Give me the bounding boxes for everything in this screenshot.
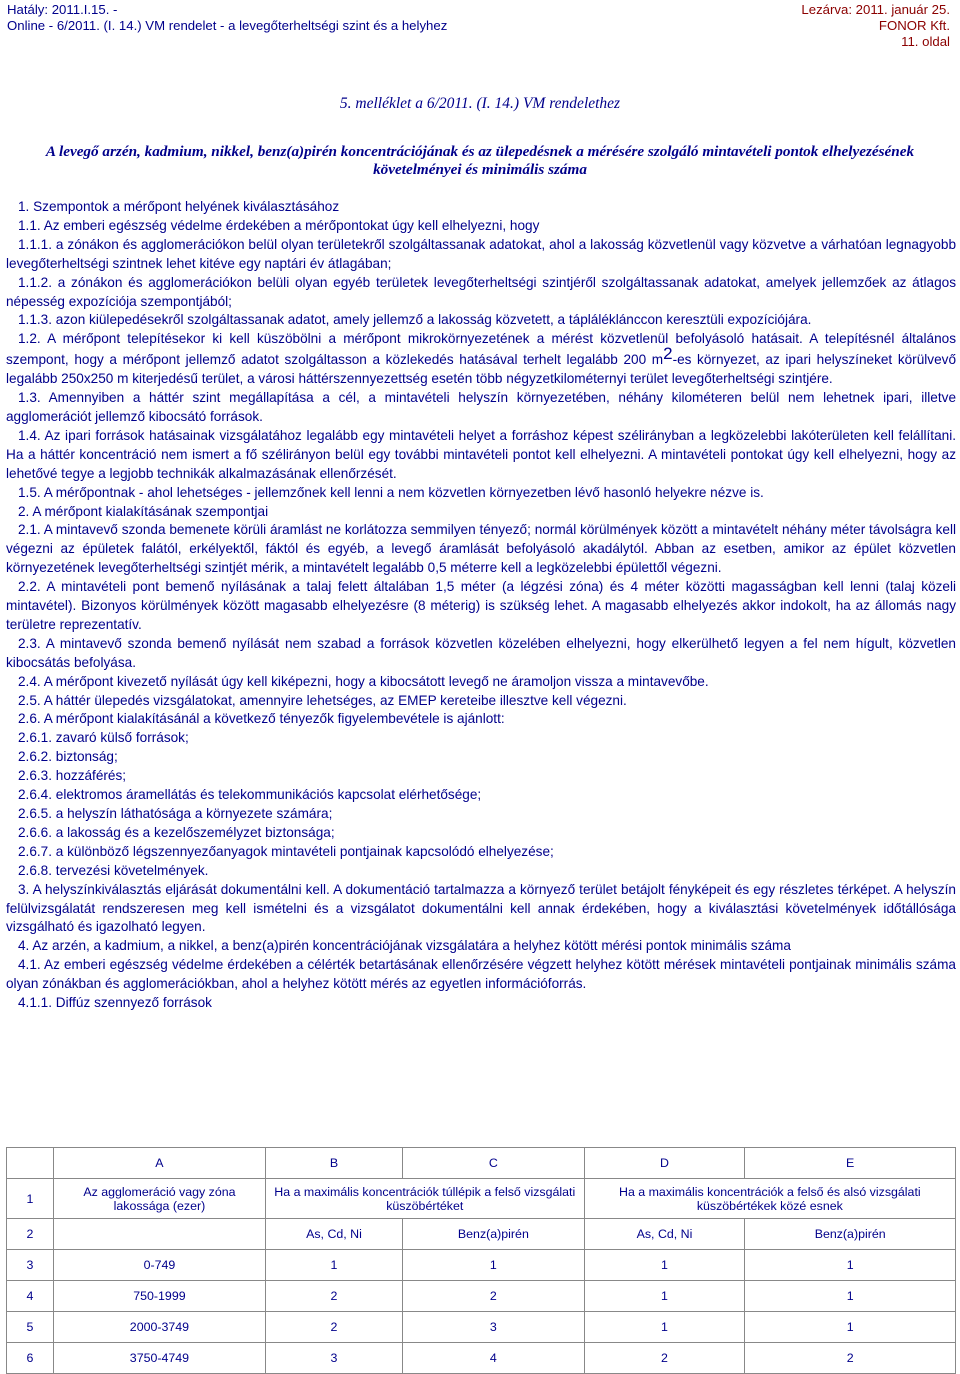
table-header-cell: A [54,1148,266,1179]
annex-title: 5. melléklet a 6/2011. (I. 14.) VM rendelethez [339,95,621,112]
page-header-left [7,2,447,34]
table-header-cell: D [584,1148,745,1179]
header-validity: Hatály: 2011.I.15. - [7,2,118,17]
table-cell: 1 [745,1281,956,1312]
table-cell: 1 [403,1250,585,1281]
table-cell: As, Cd, Ni [265,1219,402,1250]
header-source: Online - 6/2011. (I. 14.) VM rendelet - a levegőterheltségi szint és a helyhez [7,18,448,33]
table-cell: 2 [265,1312,402,1343]
table-cell: 3 [265,1343,402,1374]
table-header-cell: E [745,1148,956,1179]
table-cell: Ha a maximális koncentrációk túllépik a felső vizsgálati küszöbértéket [265,1179,584,1219]
row-number: 2 [7,1219,54,1250]
main-title: A levegő arzén, kadmium, nikkel, benz(a)pirén koncentrációjának és az ülepedésnek a mérésére szolgáló mintavételi pontok elhelyezésének követelményei és minimális száma [45,143,915,178]
table-cell: 1 [745,1312,956,1343]
paragraph: 4.1. Az emberi egészség védelme érdekében a célérték betartásának ellenőrzésére végzett helyhez kötött mérések mintavételi pontjainak minimális száma olyan zónákban és agglomerációkban, ahol a helyhez kötött mérés az egyetlen információforrás. [6,957,956,992]
table-cell: Benz(a)pirén [745,1219,956,1250]
header-page-number: 11. oldal [901,34,950,49]
paragraph: 2.2. A mintavételi pont bemenő nyílásának a talaj felett általában 1,5 méter (a légzési zóna) és 4 méter közötti magasságban kell lenni (talaj közeli mintavétel). Bizonyos körülmények között magasabb elhelyezésre (8 méterig) is szükség lehet. A magasabb elhelyezés akkor indokolt, ha az állomás nagy területre reprezentatív. [6,579,956,632]
row-number: 3 [7,1250,54,1281]
table-row [7,1281,956,1312]
table-cell: 1 [745,1250,956,1281]
table-row [7,1343,956,1374]
row-number: 6 [7,1343,54,1374]
paragraph: 1.2. A mérőpont telepítésekor ki kell küszöbölni a mérőpont mikrokörnyezetének a mérést közvetlenül befolyásoló hatásait. A telepítésnél általános szempont, hogy a mérőpont jellemző adatot szolgáltasson a közlekedés hatásával terhelt legalább 200 m2-es környezet, az ipari helyszíneket körülvevő legalább 250x250 m kiterjedésű terület, a városi háttérszennyezettség esetén több négyzetkilométernyi terület levegőterheltségi szintjére. [6,331,956,387]
table-header-row [7,1148,956,1179]
section-heading: 2. A mérőpont kialakításának szempontjai [18,503,269,519]
table-header-cell: B [265,1148,402,1179]
table-row [7,1179,956,1219]
list-item: 2.6.8. tervezési követelmények. [18,862,209,878]
list-item: 2.6.1. zavaró külső források; [18,730,189,746]
paragraph: 1.1.1. a zónákon és agglomerációkon belül olyan területekről szolgáltassanak adatokat, ahol a lakosság közvetlenül vagy közvetve a várhatóan legnagyobb levegőterheltségi szintnek lehet kitéve egy naptári év átlagában; [6,236,956,271]
paragraph: 2.3. A mintavevő szonda bemenő nyílását nem szabad a források közvetlen közelében elhelyezni, hogy elkerülhető legyen a fel nem hígult, közvetlen kibocsátás befolyása. [6,635,956,670]
table-cell: 3 [403,1312,585,1343]
list-item: 2.6.7. a különböző légszennyezőanyagok mintavételi pontjainak kapcsolódó elhelyezése; [18,843,554,859]
table-cell: As, Cd, Ni [584,1219,745,1250]
table-cell: 2 [265,1281,402,1312]
list-item: 2.6.6. a lakosság és a kezelőszemélyzet biztonsága; [18,824,335,840]
paragraph: 2.6. A mérőpont kialakításánál a következő tényezők figyelembevétele is ajánlott: [18,711,505,727]
table-cell: Ha a maximális koncentrációk a felső és alsó vizsgálati küszöbértékek közé esnek [584,1179,955,1219]
table-cell: 3750-4749 [54,1343,266,1374]
table-row [7,1312,956,1343]
list-item: 2.6.5. a helyszín láthatósága a környezete számára; [18,806,333,821]
table-cell: 0-749 [54,1250,266,1281]
table-cell: 2 [745,1343,956,1374]
document-body [6,198,956,1013]
section-heading: 4. Az arzén, a kadmium, a nikkel, a benz(a)pirén koncentrációjának vizsgálatára a helyhez kötött mérési pontok minimális száma [18,938,791,954]
section-heading: 1. Szempontok a mérőpont helyének kiválasztásához [18,199,340,214]
table-header-cell: C [403,1148,585,1179]
row-number: 1 [7,1179,54,1219]
table-cell: 1 [584,1250,745,1281]
row-number: 4 [7,1281,54,1312]
table-cell [7,1148,54,1179]
header-company: FONOR Kft. [878,18,950,33]
table-cell: 1 [265,1250,402,1281]
table-cell [54,1219,266,1250]
table-cell: 4 [403,1343,585,1374]
table-cell: 1 [584,1281,745,1312]
table-cell: 750-1999 [54,1281,266,1312]
paragraph: 2.5. A háttér ülepedés vizsgálatokat, amennyire lehetséges, az EMEP kereteibe illesztve kell végezni. [18,692,627,708]
table-row [7,1219,956,1250]
table-row [7,1250,956,1281]
table-cell: 2 [584,1343,745,1374]
row-number: 5 [7,1312,54,1343]
table-cell: Az agglomeráció vagy zóna lakossága (ezer) [54,1179,266,1219]
paragraph: 1.1.2. a zónákon és agglomerációkon belüli olyan egyéb területek levegőterheltségi szintjéről szolgáltassanak adatokat, amelyek jellemzőek az átlagos népesség expozíciója szempontjából; [6,274,956,309]
paragraph: 1.1.3. azon kiülepedésekről szolgáltassanak adatot, amely jellemző a lakosság közvetett, a tápláléklánccon keresztüli expozíciójára. [18,312,812,328]
table-cell: 1 [584,1312,745,1343]
page-header-right [801,2,950,50]
subsection-heading: 4.1.1. Diffúz szennyező források [18,995,212,1011]
paragraph: 1.4. Az ipari források hatásainak vizsgálatához legalább egy mintavételi helyet a forráshoz képest szélirányban a legközelebbi lakóterületen kell felállítani. Ha a háttér koncentráció nem ismert a fő szélirányon belül egy további mintavételi pontot kell elhelyezni. A mintavételi pontokat úgy kell elhelyezni, hogy az lehetővé tegye a legjobb technikák alkalmazásának ellenőrzését. [6,427,956,481]
paragraph: 1.1. Az emberi egészség védelme érdekében a mérőpontokat úgy kell elhelyezni, hogy [18,217,540,233]
superscript: 2 [663,344,673,364]
list-item: 2.6.3. hozzáférés; [18,768,127,784]
list-item: 2.6.4. elektromos áramellátás és telekommunikációs kapcsolat elérhetősége; [18,787,482,803]
table-cell: 2 [403,1281,585,1312]
table-cell: 2000-3749 [54,1312,266,1343]
list-item: 2.6.2. biztonság; [18,749,118,765]
table-cell: Benz(a)pirén [403,1219,585,1250]
sampling-points-table [6,1147,956,1374]
section-heading: 3. A helyszínkiválasztás eljárását dokumentálni kell. A dokumentáció tartalmazza a környező terület betájolt fényképeit és egy részletes térképet. A helyszín felülvizsgálatát rendszeresen meg kell ismételni és a vizsgálatot dokumentálni kell annak érdekében, hogy a kiválasztási követelmények időtállósága vizsgálható és igazolható legyen. [6,881,956,935]
paragraph: 2.1. A mintavevő szonda bemenete körüli áramlást ne korlátozza semmilyen tényező; normál körülmények között a mintavételt néhány méter távolságra kell végezni az épületek falától, erkélyektől, fáktól és egyéb, a levegő áramlását befolyásoló akadálytól. Abban az esetben, amikor az épület közvetlen környezetének levegőterheltségi szintjét mérik, a mintavételt legalább 0,5 méterre kell a legközelebbi épülettől végezni. [6,522,956,576]
paragraph: 1.5. A mérőpontnak - ahol lehetséges - jellemzőnek kell lenni a nem közvetlen környezetben lévő hasonló helyekre nézve is. [18,484,764,500]
paragraph: 1.3. Amennyiben a háttér szint megállapítása a cél, a mintavételi helyszín környezetében, néhány kilométeren belül nem lehetnek ipari, illetve agglomerációt jellemző kibocsátó források. [6,390,956,424]
header-closed-date: Lezárva: 2011. január 25. [801,2,950,17]
paragraph: 2.4. A mérőpont kivezető nyílását úgy kell kiképezni, hogy a kibocsátott levegő ne áramoljon vissza a mintavevőbe. [18,673,709,689]
